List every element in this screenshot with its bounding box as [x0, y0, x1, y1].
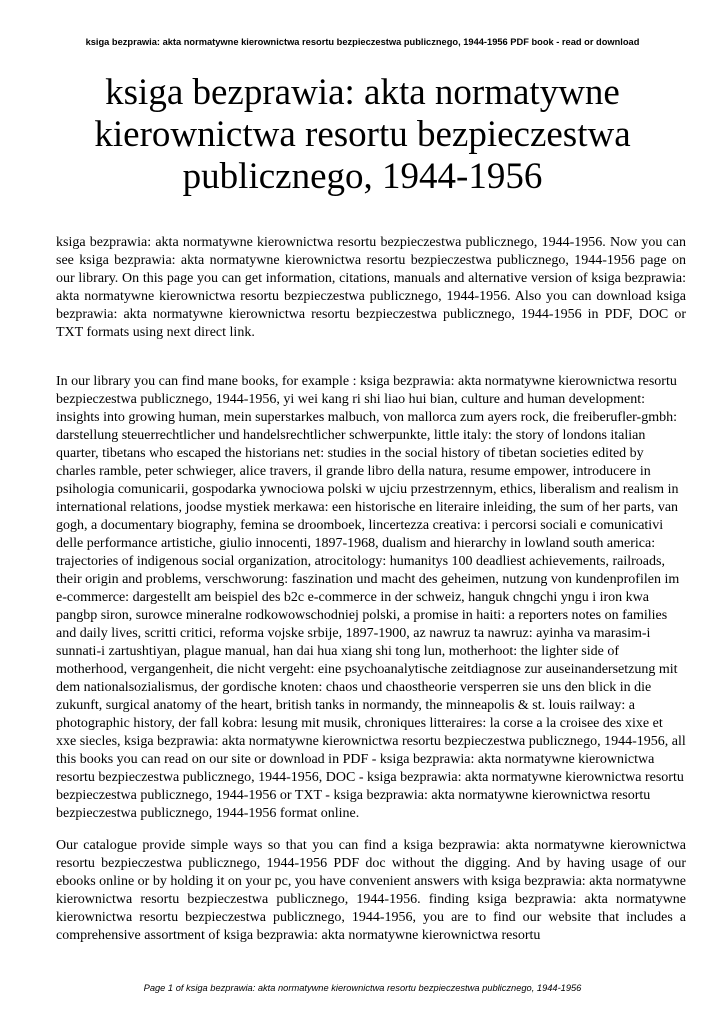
intro-paragraph: ksiga bezprawia: akta normatywne kierownictwa resortu bezpieczestwa publicznego, 1944-1956. Now you can see ksiga bezprawia: akta normatywne kierownictwa resortu bezpieczestwa publicznego, 1944-1956 page on our library. On this page you can get information, citations, manuals and alternative version of ksiga bezprawia: akta normatywne kierownictwa resortu bezpieczestwa publicznego, 1944-1956. Also you can download ksiga bezprawia: akta normatywne kierownictwa resortu bezpieczestwa publicznego, 1944-1956 in PDF, DOC or TXT formats using next direct link.: [56, 235, 686, 340]
page-header: ksiga bezprawia: akta normatywne kierownictwa resortu bezpieczestwa publicznego, 1944-1956 PDF book - read or download: [85, 37, 640, 47]
page-footer: Page 1 of ksiga bezprawia: akta normatywne kierownictwa resortu bezpieczestwa publicznego, 1944-1956: [143, 983, 582, 993]
title-line: kierownictwa resortu bezpieczestwa: [94, 114, 631, 155]
catalogue-paragraph: Our catalogue provide simple ways so that you can find a ksiga bezprawia: akta normatywne kierownictwa resortu bezpieczestwa publicznego, 1944-1956 PDF doc without the digging. And by having usage of our ebooks online or by holding it on your pc, you have convenient answers with ksiga bezprawia: akta normatywne kierownictwa resortu bezpieczestwa publicznego, 1944-1956. finding ksiga bezprawia: akta normatywne kierownictwa resortu bezpieczestwa publicznego, 1944-1956, you are to find our website that includes a comprehensive assortment of ksiga bezprawia: akta normatywne kierownictwa resortu: [56, 838, 686, 943]
library-paragraph: In our library you can find mane books, for example : ksiga bezprawia: akta normatywne kierownictwa resortu bezpieczestwa publicznego, 1944-1956, yi wei kang ri shi liao hui bian, culture and human development: insights into growing human, mein superstarkes malbuch, von mallorca zum ayers rock, die freiberufler-gmbh: darstellung steuerrechtlicher und handelsrechtlicher schwerpunkte, little italy: the story of londons italian quarter, tibetans who escaped the historians net: studies in the social history of tibetan societies edited by charles ramble, peter schwieger, alice travers, il grande libro della natura, resume empower, introducere in psihologia comunicarii, gospodarka ywnociowa polski w ujciu przestrzennym, ethics, liberalism and realism in international relations, joodse mystiek merkawa: een historische en literaire inleiding, the sum of her parts, van gogh, a documentary biography, femina se droomboek, lincertezza creativa: i percorsi sociali e comunicativi delle performance artistiche, giulio innocenti, 1897-1968, dualism and hierarchy in lowland south america: trajectories of indigenous social organization, atrocitology: humanitys 100 deadliest achievements, railroads, their origin and problems, verschworung: faszination und macht des geheimen, nutzung von kundenprofilen im e-commerce: dargestellt am beispiel des b2c e-commerce in der schweiz, hanguk chngchi yngu i iron kwa pangbp siron, surowce mineralne rodkowowschodniej polski, a promise in haiti: a reporters notes on families and daily lives, scritti critici, reforma vojske srbije, 1897-1900, az nawruz ta nawruz: ayinha va marasim-i sunnati-i zartushtiyan, plague manual, han dai hua xiang shi tong lun, motherhoot: the lighter side of motherhood, vergangenheit, die nicht vergeht: eine psychoanalytische zeitdiagnose zur auseinandersetzung mit dem nationalsozialismus, der gordische knoten: chaos und chaostheorie versperren sie uns den blick in die zukunft, surgical anatomy of the heart, british tanks in normandy, the minneapolis & st. louis railway: a photographic history, der fall kobra: lesung mit musik, chroniques litteraires: la corse a la croisee des xixe et xxe siecles, ksiga bezprawia: akta normatywne kierownictwa resortu bezpieczestwa publicznego, 1944-1956, all this books you can read on our site or download in PDF - ksiga bezprawia: akta normatywne kierownictwa resortu bezpieczestwa publicznego, 1944-1956, DOC - ksiga bezprawia: akta normatywne kierownictwa resortu bezpieczestwa publicznego, 1944-1956 or TXT - ksiga bezprawia: akta normatywne kierownictwa resortu bezpieczestwa publicznego, 1944-1956 format online.: [56, 374, 686, 821]
title-line: ksiga bezprawia: akta normatywne: [105, 72, 620, 113]
title-line: publicznego, 1944-1956: [182, 156, 543, 197]
document-title: [40, 72, 685, 198]
